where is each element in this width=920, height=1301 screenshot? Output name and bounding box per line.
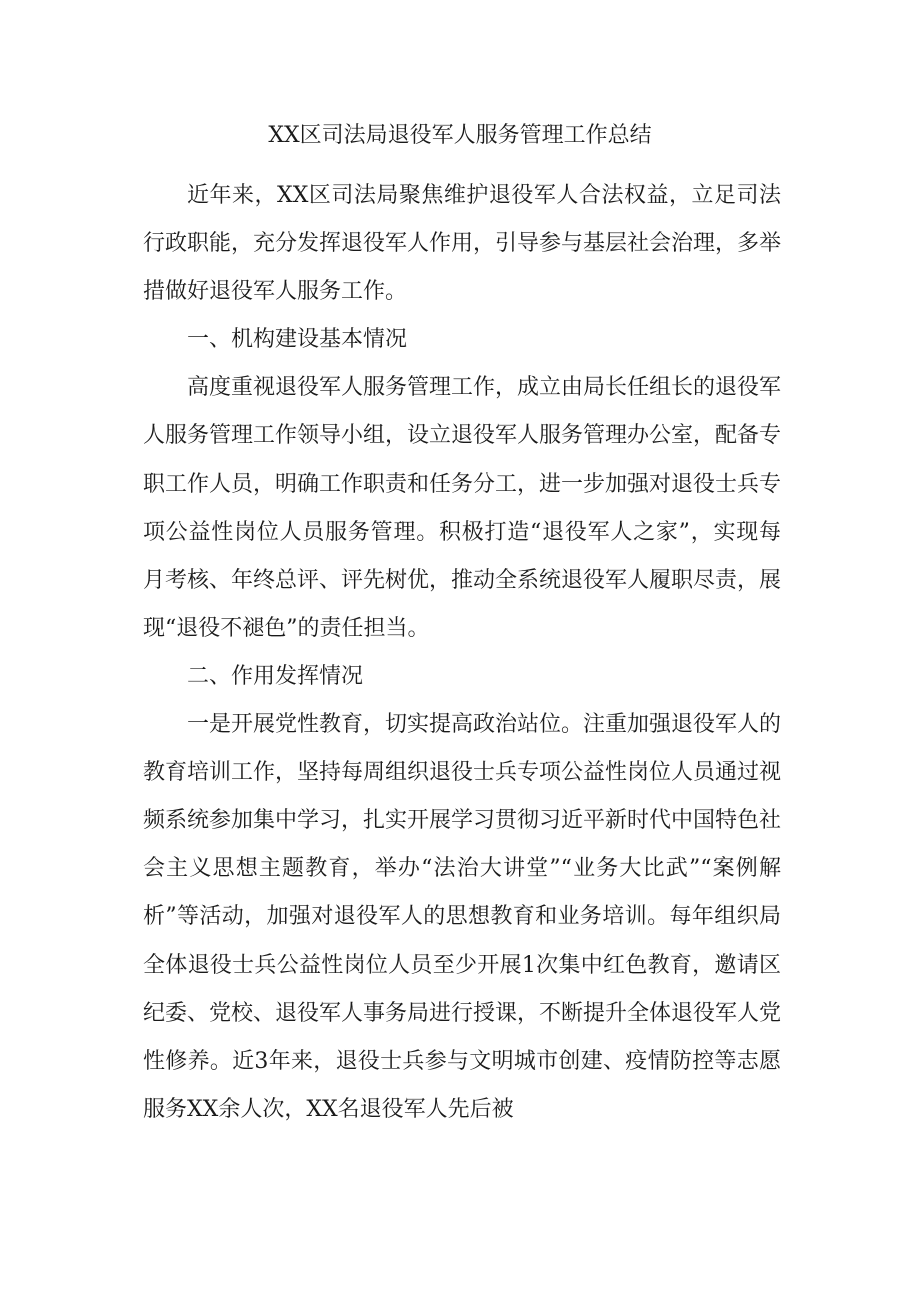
document-title: XX区司法局退役军人服务管理工作总结 bbox=[268, 123, 652, 148]
section-1-paragraph: 高度重视退役军人服务管理工作，成立由局长任组长的退役军人服务管理工作领导小组，设立退役军人服务管理办公室，配备专职工作人员，明确工作职责和任务分工，进一步加强对退役士兵专项公益性岗位人员服务管理。积极打造“退役军人之家”，实现每月考核、年终总评、评先树优，推动全系统退役军人履职尽责，展现“退役不褪色”的责任担当。 bbox=[143, 375, 782, 641]
section-heading-2: 二、作用发挥情况 bbox=[187, 663, 364, 689]
section-2-paragraph: 一是开展党性教育，切实提高政治站位。注重加强退役军人的教育培训工作，坚持每周组织退役士兵专项公益性岗位人员通过视频系统参加集中学习，扎实开展学习贯彻习近平新时代中国特色社会主义思想主题教育，举办“法治大讲堂”“业务大比武”“案例解析”等活动，加强对退役军人的思想教育和业务培训。每年组织局全体退役士兵公益性岗位人员至少开展1次集中红色教育，邀请区纪委、党校、退役军人事务局进行授课，不断提升全体退役军人党性修养。近3年来，退役士兵参与文明城市创建、疫情防控等志愿服务XX余人次，XX名退役军人先后被 bbox=[143, 712, 782, 1122]
document-body bbox=[143, 172, 781, 1134]
intro-paragraph: 近年来，XX区司法局聚焦维护退役军人合法权益，立足司法行政职能，充分发挥退役军人作用，引导参与基层社会治理，多举措做好退役军人服务工作。 bbox=[143, 183, 782, 305]
section-heading-1: 一、机构建设基本情况 bbox=[187, 327, 408, 353]
